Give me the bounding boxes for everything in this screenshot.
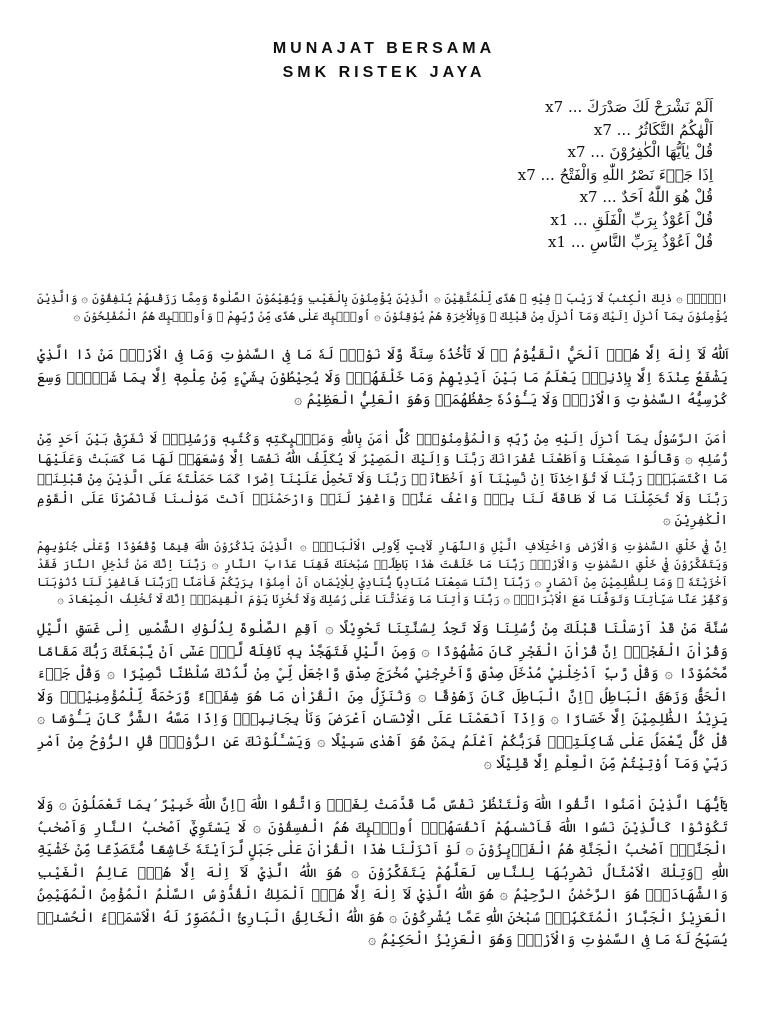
- paragraph-ali-imran: اِنَّ فِيْ خَلْقِ السَّمٰوٰتِ وَالْاَرْضِ وَاخْتِلَافِ الَّيْلِ وَالنَّهَارِ لَاٰيٰتٍ لِّاُولِى الْاَلْبَابِۙ ۞ الَّذِيْنَ يَذْكُرُوْنَ اللّٰهَ قِيٰمًا وَّقُعُوْدًا وَّعَلٰى جُنُوْبِهِمْ وَيَتَفَكَّرُوْنَ فِيْ خَلْقِ السَّمٰوٰتِ وَالْاَرْضِۚ رَبَّنَا مَا خَلَقْتَ هٰذَا بَاطِلًاۚ سُبْحٰنَكَ فَقِنَا عَذَابَ النَّارِ ۞ رَبَّنَآ اِنَّكَ مَنْ تُدْخِلِ النَّارَ فَقَدْ اَخْزَيْتَهٗ ۗ وَمَا لِلظّٰلِمِيْنَ مِنْ اَنْصَارٍ ۞ رَبَّنَآ اِنَّنَا سَمِعْنَا مُنَادِيًا يُّنَادِيْ لِلْاِيْمَانِ اَنْ اٰمِنُوْا بِرَبِّكُمْ فَاٰمَنَّا ۖرَبَّنَا فَاغْفِرْ لَنَا ذُنُوْبَنَا وَكَفِّرْ عَنَّا سَيِّاٰتِنَا وَتَوَفَّنَا مَعَ الْاَبْرَارِۚ ۞ رَبَّنَا وَاٰتِنَا مَا وَعَدْتَّنَا عَلٰى رُسُلِكَ وَلَا تُخْزِنَا يَوْمَ الْقِيٰمَةِۗ اِنَّكَ لَا تُخْلِفُ الْمِيْعَادَ ۞: [37, 539, 728, 607]
- surah-al-falaq: قُلْ اَعُوْذُ بِرَبِّ الْفَلَقِ ... x1: [550, 210, 713, 229]
- paragraph-ayat-kursi: اَللّٰهُ لَآ اِلٰهَ اِلَّا هُوَۚ اَلْحَيُّ الْقَيُّوْمُ ەۚ لَا تَأْخُذُهٗ سِنَةٌ وَّلَا نَوْمٌۗ لَهٗ مَا فِى السَّمٰوٰتِ وَمَا فِى الْاَرْضِۗ مَنْ ذَا الَّذِيْ يَشْفَعُ عِنْدَهٗٓ اِلَّا بِاِذْنِهٖۗ يَعْلَمُ مَا بَيْنَ اَيْدِيْهِمْ وَمَا خَلْفَهُمْۚ وَلَا يُحِيْطُوْنَ بِشَيْءٍ مِّنْ عِلْمِهٖٓ اِلَّا بِمَا شَاۤءَۚ وَسِعَ كُرْسِيُّهُ السَّمٰوٰتِ وَالْاَرْضَۚ وَلَا يَـُٔوْدُهٗ حِفْظُهُمَاۚ وَهُوَ الْعَلِيُّ الْعَظِيْمُ ۞: [37, 347, 728, 408]
- surah-an-nas: قُلْ اَعُوْذُ بِرَبِّ النَّاسِ ... x1: [548, 233, 713, 251]
- paragraph-al-isra: سُنَّةَ مَنْ قَدْ اَرْسَلْنَا قَبْلَكَ مِنْ رُّسُلِنَا وَلَا تَجِدُ لِسُنَّتِنَا تَحْوِيْلًا ۞ اَقِمِ الصَّلٰوةَ لِدُلُوْكِ الشَّمْسِ اِلٰى غَسَقِ الَّيْلِ وَقُرْاٰنَ الْفَجْرِۗ اِنَّ قُرْاٰنَ الْفَجْرِ كَانَ مَشْهُوْدًا ۞ وَمِنَ الَّيْلِ فَتَهَجَّدْ بِهٖ نَافِلَةً لَّكَۖ عَسٰٓى اَنْ يَّبْعَثَكَ رَبُّكَ مَقَامًا مَّحْمُوْدًا ۞ وَقُلْ رَّبِّ اَدْخِلْنِيْ مُدْخَلَ صِدْقٍ وَّاَخْرِجْنِيْ مُخْرَجَ صِدْقٍ وَّاجْعَلْ لِّيْ مِنْ لَّدُنْكَ سُلْطٰنًا نَّصِيْرًا ۞ وَقُلْ جَاۤءَ الْحَقُّ وَزَهَقَ الْبَاطِلُ ۗاِنَّ الْبَاطِلَ كَانَ زَهُوْقًا ۞ وَنُنَزِّلُ مِنَ الْقُرْاٰنِ مَا هُوَ شِفَاۤءٌ وَّرَحْمَةٌ لِّلْمُؤْمِنِيْنَۙ وَلَا يَزِيْدُ الظّٰلِمِيْنَ اِلَّا خَسَارًا ۞ وَاِذَآ اَنْعَمْنَا عَلَى الْاِنْسَانِ اَعْرَضَ وَنَاٰ بِجَانِبِهٖۚ وَاِذَا مَسَّهُ الشَّرُّ كَانَ يَـُٔوْسًا ۞ قُلْ كُلٌّ يَّعْمَلُ عَلٰى شَاكِلَتِهٖۗ فَرَبُّكُمْ اَعْلَمُ بِمَنْ هُوَ اَهْدٰى سَبِيْلًا ۞ وَيَسْـَٔلُوْنَكَ عَنِ الرُّوْحِۗ قُلِ الرُّوْحُ مِنْ اَمْرِ رَبِّيْ وَمَآ اُوْتِيْتُمْ مِّنَ الْعِلْمِ اِلَّا قَلِيْلًا ۞: [37, 621, 728, 772]
- surah-an-nashr: اِذَا جَاۤءَ نَصْرُ اللّٰهِ وَالْفَتْحُ ... x7: [517, 165, 713, 184]
- school-name: SMK RISTEK JAYA: [282, 64, 486, 81]
- paragraph-al-hashr: يٰٓاَيُّهَا الَّذِيْنَ اٰمَنُوا اتَّقُوا اللّٰهَ وَلْتَنْظُرْ نَفْسٌ مَّا قَدَّمَتْ لِغَدٍۚ وَاتَّقُوا اللّٰهَ ۗاِنَّ اللّٰهَ خَبِيْرٌ ۢبِمَا تَعْمَلُوْنَ ۞ وَلَا تَكُوْنُوْا كَالَّذِيْنَ نَسُوا اللّٰهَ فَاَنْسٰىهُمْ اَنْفُسَهُمْۗ اُولٰۤىِٕكَ هُمُ الْفٰسِقُوْنَ ۞ لَا يَسْتَوِيْٓ اَصْحٰبُ النَّارِ وَاَصْحٰبُ الْجَنَّةِۗ اَصْحٰبُ الْجَنَّةِ هُمُ الْفَاۤىِٕزُوْنَ ۞ لَوْ اَنْزَلْنَا هٰذَا الْقُرْاٰنَ عَلٰى جَبَلٍ لَّرَاَيْتَهٗ خَاشِعًا مُّتَصَدِّعًا مِّنْ خَشْيَةِ اللّٰهِ ۗوَتِلْكَ الْاَمْثَالُ نَضْرِبُهَا لِلنَّاسِ لَعَلَّهُمْ يَتَفَكَّرُوْنَ ۞ هُوَ اللّٰهُ الَّذِيْ لَآ اِلٰهَ اِلَّا هُوَۚ عَالِمُ الْغَيْبِ وَالشَّهَادَةِۚ هُوَ الرَّحْمٰنُ الرَّحِيْمُ ۞ هُوَ اللّٰهُ الَّذِيْ لَآ اِلٰهَ اِلَّا هُوَۚ اَلْمَلِكُ الْقُدُّوْسُ السَّلٰمُ الْمُؤْمِنُ الْمُهَيْمِنُ الْعَزِيْزُ الْجَبَّارُ الْمُتَكَبِّرُۗ سُبْحٰنَ اللّٰهِ عَمَّا يُشْرِكُوْنَ ۞ هُوَ اللّٰهُ الْخَالِقُ الْبَارِئُ الْمُصَوِّرُ لَهُ الْاَسْمَاۤءُ الْحُسْنٰىۗ يُسَبِّحُ لَهٗ مَا فِى السَّمٰوٰتِ وَالْاَرْضِۚ وَهُوَ الْعَزِيْزُ الْحَكِيْمُ ۞: [37, 797, 728, 948]
- document-title: MUNAJAT BERSAMA: [272, 40, 496, 57]
- surah-at-takatsur: اَلْهٰكُمُ التَّكَاثُرُ ... x7: [593, 120, 713, 139]
- surah-al-insyirah: اَلَمْ نَشْرَحْ لَكَ صَدْرَكَ ... x7: [545, 98, 713, 116]
- paragraph-baqarah-ending: اٰمَنَ الرَّسُوْلُ بِمَآ اُنْزِلَ اِلَيْهِ مِنْ رَّبِّهٖ وَالْمُؤْمِنُوْنَۗ كُلٌّ اٰمَنَ بِاللّٰهِ وَمَلٰۤىِٕكَتِهٖ وَكُتُبِهٖ وَرُسُلِهٖۗ لَا نُفَرِّقُ بَيْنَ اَحَدٍ مِّنْ رُّسُلِهٖ ۞ وَقَالُوْا سَمِعْنَا وَاَطَعْنَا غُفْرَانَكَ رَبَّنَا وَاِلَيْكَ الْمَصِيْرُ لَا يُكَلِّفُ اللّٰهُ نَفْسًا اِلَّا وُسْعَهَاۗ لَهَا مَا كَسَبَتْ وَعَلَيْهَا مَا اكْتَسَبَتْۗ رَبَّنَا لَا تُؤَاخِذْنَآ اِنْ نَّسِيْنَآ اَوْ اَخْطَأْنَاۚ رَبَّنَا وَلَا تَحْمِلْ عَلَيْنَآ اِصْرًا كَمَا حَمَلْتَهٗ عَلَى الَّذِيْنَ مِنْ قَبْلِنَاۚ رَبَّنَا وَلَا تُحَمِّلْنَا مَا لَا طَاقَةَ لَنَا بِهٖۚ وَاعْفُ عَنَّاۗ وَاغْفِرْ لَنَاۗ وَارْحَمْنَاۗ اَنْتَ مَوْلٰىنَا فَانْصُرْنَا عَلَى الْقَوْمِ الْكٰفِرِيْنَ ۞: [37, 432, 728, 528]
- surah-al-ikhlas: قُلْ هُوَ اللّٰهُ اَحَدٌ ... x7: [579, 188, 713, 206]
- surah-al-kafirun: قُلْ يٰاَيُّهَا الْكٰفِرُوْنَ ... x7: [567, 143, 713, 161]
- paragraph-baqarah-opening: الۤمّۤ ۞ ذٰلِكَ الْكِتٰبُ لَا رَيْبَ ۛ فِيْهِ ۛ هُدًى لِّلْمُتَّقِيْنَ ۞ الَّذِيْنَ يُؤْمِنُوْنَ بِالْغَيْبِ وَيُقِيْمُوْنَ الصَّلٰوةَ وَمِمَّا رَزَقْنٰهُمْ يُنْفِقُوْنَ ۞ وَالَّذِيْنَ يُؤْمِنُوْنَ بِمَآ اُنْزِلَ اِلَيْكَ وَمَآ اُنْزِلَ مِنْ قَبْلِكَ ۚ وَبِالْاٰخِرَةِ هُمْ يُوْقِنُوْنَ ۞ اُولٰۤىِٕكَ عَلٰى هُدًى مِّنْ رَّبِّهِمْ ۙ وَاُولٰۤىِٕكَ هُمُ الْمُفْلِحُوْنَ ۞: [37, 291, 728, 323]
- short-surah-list: [293, 96, 713, 254]
